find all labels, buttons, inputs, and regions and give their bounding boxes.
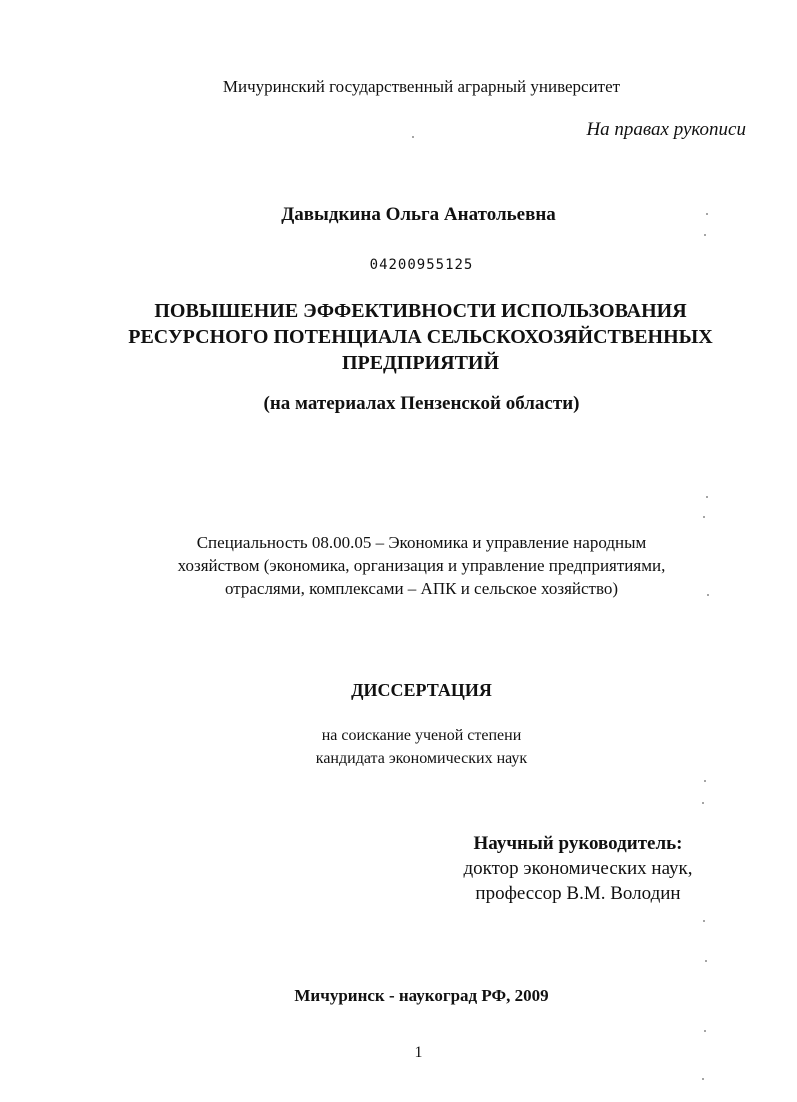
scan-speck [702, 1078, 704, 1080]
scan-speck [704, 780, 706, 782]
specialty-line: хозяйством (экономика, организация и управление предприятиями, [177, 556, 666, 575]
scan-speck [703, 516, 705, 518]
scan-speck [703, 920, 705, 922]
page-number: 1 [414, 1044, 423, 1061]
specialty-block [0, 531, 797, 600]
degree-line: на соискание ученой степени [321, 727, 522, 744]
scan-speck [702, 802, 704, 804]
dissertation-title [0, 298, 797, 376]
city-year: Мичуринск - наукоград РФ, 2009 [294, 986, 549, 1005]
scan-speck [706, 213, 708, 215]
advisor-heading: Научный руководитель: [473, 833, 683, 854]
scan-speck [704, 234, 706, 236]
scan-speck [705, 960, 707, 962]
dissertation-subtitle: (на материалах Пензенской области) [263, 393, 580, 414]
scan-speck [704, 1030, 706, 1032]
degree-block [0, 724, 797, 770]
degree-line: кандидата экономических наук [315, 750, 528, 767]
university-name: Мичуринский государственный аграрный университет [222, 77, 621, 96]
scan-speck [706, 496, 708, 498]
advisor-title: доктор экономических наук, [463, 858, 693, 879]
advisor-block [440, 831, 716, 906]
dissertation-label: ДИССЕРТАЦИЯ [351, 680, 492, 700]
scan-speck [412, 136, 414, 138]
specialty-line: Специальность 08.00.05 – Экономика и управление народным [196, 533, 647, 552]
scan-speck [707, 594, 709, 596]
author-name: Давыдкина Ольга Анатольевна [281, 204, 556, 225]
manuscript-rights-note: На правах рукописи [586, 119, 746, 140]
title-line: ПОВЫШЕНИЕ ЭФФЕКТИВНОСТИ ИСПОЛЬЗОВАНИЯ [154, 300, 687, 322]
document-number: 04200955125 [369, 257, 474, 273]
advisor-name: профессор В.М. Володин [475, 883, 681, 904]
title-line: ПРЕДПРИЯТИЙ [341, 352, 500, 374]
title-line: РЕСУРСНОГО ПОТЕНЦИАЛА СЕЛЬСКОХОЗЯЙСТВЕННЫХ [128, 326, 713, 348]
specialty-line: отраслями, комплексами – АПК и сельское хозяйство) [224, 579, 619, 598]
